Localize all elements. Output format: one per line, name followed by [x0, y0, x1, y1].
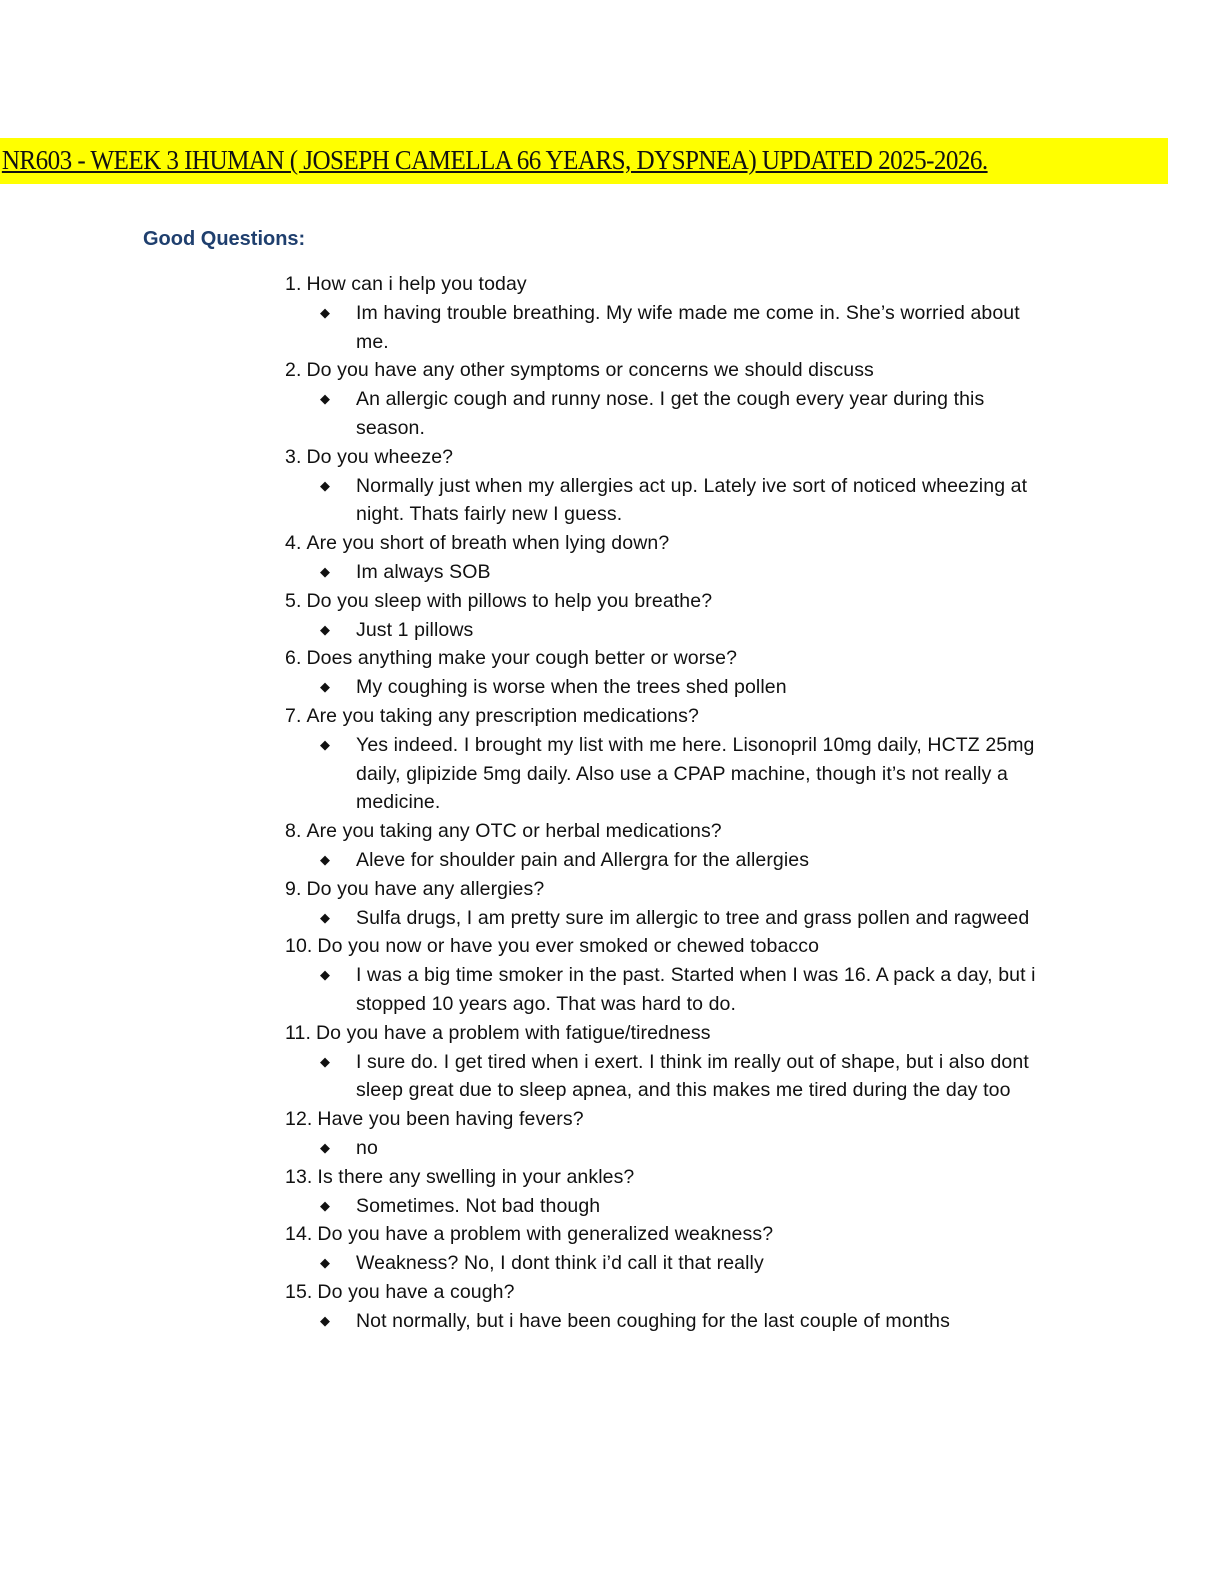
question-item [285, 587, 1065, 616]
bullet-icon: ◆ [320, 1312, 331, 1328]
question-text: Are you taking any prescription medications? [306, 704, 699, 727]
question-item [285, 1220, 1065, 1249]
question-text: Do you have a problem with fatigue/tiredness [315, 1021, 711, 1044]
bullet-icon: ◆ [320, 621, 331, 637]
question-text: Is there any swelling in your ankles? [317, 1165, 635, 1188]
question-item [285, 875, 1065, 904]
answer-text: My coughing is worse when the trees shed pollen [356, 676, 787, 699]
question-item [285, 270, 1065, 299]
answer-text: Sometimes. Not bad though [356, 1194, 601, 1217]
section-heading: Good Questions: [143, 228, 306, 250]
answer-item [285, 673, 1065, 702]
bullet-icon: ◆ [320, 1255, 331, 1271]
question-number: 7. [285, 704, 302, 727]
question-number: 15. [285, 1280, 313, 1303]
answer-text: Im always SOB [356, 560, 491, 583]
bullet-icon: ◆ [320, 304, 331, 320]
answer-text: Aleve for shoulder pain and Allergra for the allergies [356, 848, 810, 871]
question-item [285, 356, 1065, 385]
bullet-icon: ◆ [320, 967, 331, 983]
question-item [285, 817, 1065, 846]
bullet-icon: ◆ [320, 1053, 331, 1069]
question-number: 3. [285, 445, 302, 468]
answer-item [285, 846, 1065, 875]
question-number: 10. [285, 935, 313, 958]
answer-text: Im having trouble breathing. My wife made me come in. She’s worried about me. [356, 301, 1020, 353]
question-text: How can i help you today [306, 273, 527, 295]
question-number: 12. [285, 1108, 313, 1131]
question-number: 14. [285, 1223, 313, 1246]
question-text: Do you have any other symptoms or concerns we should discuss [306, 359, 874, 382]
bullet-icon: ◆ [320, 1197, 331, 1213]
question-list [285, 270, 1065, 1335]
question-text: Do you have a cough? [317, 1280, 515, 1303]
answer-item [285, 1307, 1065, 1336]
question-number: 6. [285, 647, 302, 670]
question-number: 1. [285, 273, 302, 295]
answer-item [285, 616, 1065, 645]
answer-item [285, 1048, 1065, 1106]
bullet-icon: ◆ [320, 391, 331, 407]
question-number: 4. [285, 532, 302, 555]
question-number: 2. [285, 359, 302, 382]
question-text: Are you taking any OTC or herbal medications? [306, 820, 722, 843]
bullet-icon: ◆ [320, 477, 331, 493]
question-item [285, 443, 1065, 472]
question-text: Does anything make your cough better or worse? [306, 647, 738, 670]
question-text: Do you have any allergies? [306, 877, 545, 900]
answer-item [285, 731, 1065, 817]
question-text: Do you now or have you ever smoked or chewed tobacco [317, 935, 820, 958]
question-number: 13. [285, 1165, 313, 1188]
question-item [285, 644, 1065, 673]
answer-text: I sure do. I get tired when i exert. I think im really out of shape, but i also dont sleep great due to sleep apnea, and this makes me tired during the day too [356, 1050, 1029, 1102]
bullet-icon: ◆ [320, 851, 331, 867]
answer-item [285, 904, 1065, 933]
question-text: Do you wheeze? [306, 445, 454, 468]
answer-text: Not normally, but i have been coughing for the last couple of months [356, 1309, 950, 1332]
question-item [285, 702, 1065, 731]
question-number: 11. [285, 1021, 311, 1044]
question-text: Do you sleep with pillows to help you breathe? [306, 589, 713, 612]
answer-text: I was a big time smoker in the past. Started when I was 16. A pack a day, but i stopped 10 years ago. That was hard to do. [356, 964, 1036, 1015]
question-number: 8. [285, 820, 302, 843]
bullet-icon: ◆ [320, 563, 331, 579]
answer-item [285, 1249, 1065, 1278]
answer-text: no [356, 1136, 378, 1159]
question-item [285, 529, 1065, 558]
answer-item [285, 385, 1065, 443]
question-number: 5. [285, 589, 302, 612]
answer-item [285, 558, 1065, 587]
question-item [285, 1163, 1065, 1192]
question-text: Do you have a problem with generalized weakness? [317, 1223, 774, 1246]
answer-item [285, 1134, 1065, 1163]
document-title-banner [0, 138, 1168, 184]
answer-item [285, 961, 1065, 1019]
bullet-icon: ◆ [320, 909, 331, 925]
question-item [285, 1019, 1065, 1048]
question-item [285, 932, 1065, 961]
question-item [285, 1278, 1065, 1307]
answer-text: Yes indeed. I brought my list with me here. Lisonopril 10mg daily, HCTZ 25mg daily, glipizide 5mg daily. Also use a CPAP machine, though it’s not really a medicine. [356, 733, 1035, 814]
answer-text: An allergic cough and runny nose. I get the cough every year during this season. [356, 388, 985, 439]
answer-text: Just 1 pillows [356, 618, 474, 641]
answer-item [285, 472, 1065, 530]
answer-text: Sulfa drugs, I am pretty sure im allergic to tree and grass pollen and ragweed [356, 906, 1030, 929]
answer-item [285, 299, 1065, 357]
bullet-icon: ◆ [320, 1139, 331, 1155]
question-number: 9. [285, 877, 302, 900]
bullet-icon: ◆ [320, 736, 331, 752]
question-text: Are you short of breath when lying down? [306, 532, 670, 555]
question-text: Have you been having fevers? [317, 1108, 584, 1131]
answer-text: Normally just when my allergies act up. Lately ive sort of noticed wheezing at night. Thats fairly new I guess. [356, 474, 1028, 526]
document-title: NR603 - WEEK 3 IHUMAN ( JOSEPH CAMELLA 66 YEARS, DYSPNEA) UPDATED 2025-2026. [1, 145, 988, 175]
answer-item [285, 1192, 1065, 1221]
question-item [285, 1105, 1065, 1134]
answer-text: Weakness? No, I dont think i’d call it that really [356, 1252, 764, 1275]
bullet-icon: ◆ [320, 679, 331, 695]
